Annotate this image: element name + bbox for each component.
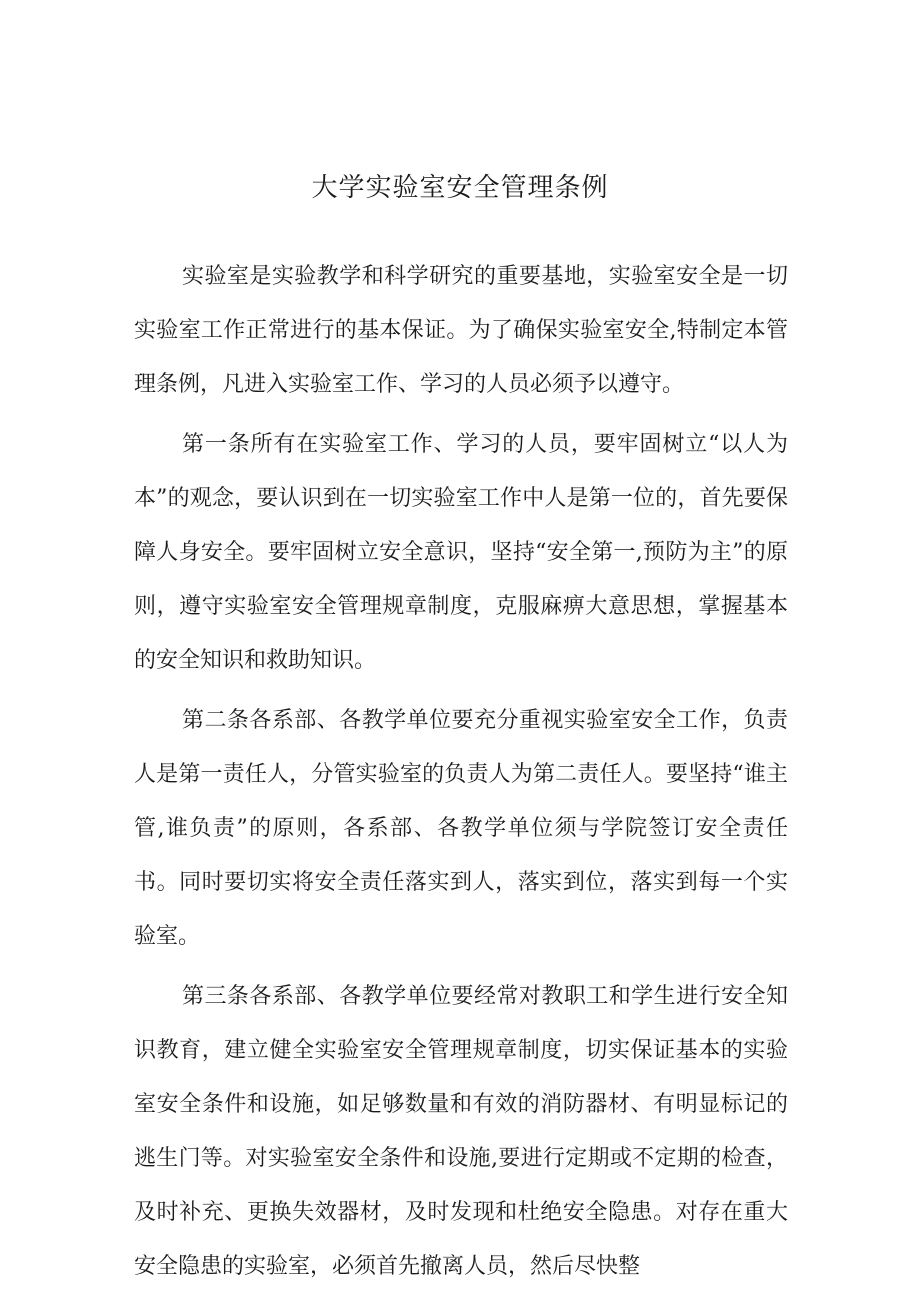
- paragraph-intro: 实验室是实验教学和科学研究的重要基地，实验室安全是一切实验室工作正常进行的基本保证。为了确保实验室安全,特制定本管理条例，凡进入实验室工作、学习的人员必须予以遵守。: [134, 264, 788, 397]
- document-title: 大学实验室安全管理条例: [311, 173, 609, 203]
- paragraph-article-2: 第二条各系部、各教学单位要充分重视实验室安全工作，负责人是第一责任人，分管实验室的负责人为第二责任人。要坚持“谁主管,谁负责”的原则，各系部、各教学单位须与学院签订安全责任书。同时要切实将安全责任落实到人，落实到位，落实到每一个实验室。: [134, 708, 788, 949]
- paragraph-article-1: 第一条所有在实验室工作、学习的人员，要牢固树立“以人为本”的观念，要认识到在一切实验室工作中人是第一位的，首先要保障人身安全。要牢固树立安全意识，坚持“安全第一,预防为主”的原则，遵守实验室安全管理规章制度，克服麻痹大意思想，掌握基本的安全知识和救助知识。: [134, 432, 788, 673]
- document-body: [134, 250, 788, 1300]
- paragraph-article-3: 第三条各系部、各教学单位要经常对教职工和学生进行安全知识教育，建立健全实验室安全管理规章制度，切实保证基本的实验室安全条件和设施，如足够数量和有效的消防器材、有明显标记的逃生门等。对实验室安全条件和设施,要进行定期或不定期的检查，及时补充、更换失效器材，及时发现和杜绝安全隐患。对存在重大安全隐患的实验室，必须首先撤离人员，然后尽快整: [134, 984, 788, 1279]
